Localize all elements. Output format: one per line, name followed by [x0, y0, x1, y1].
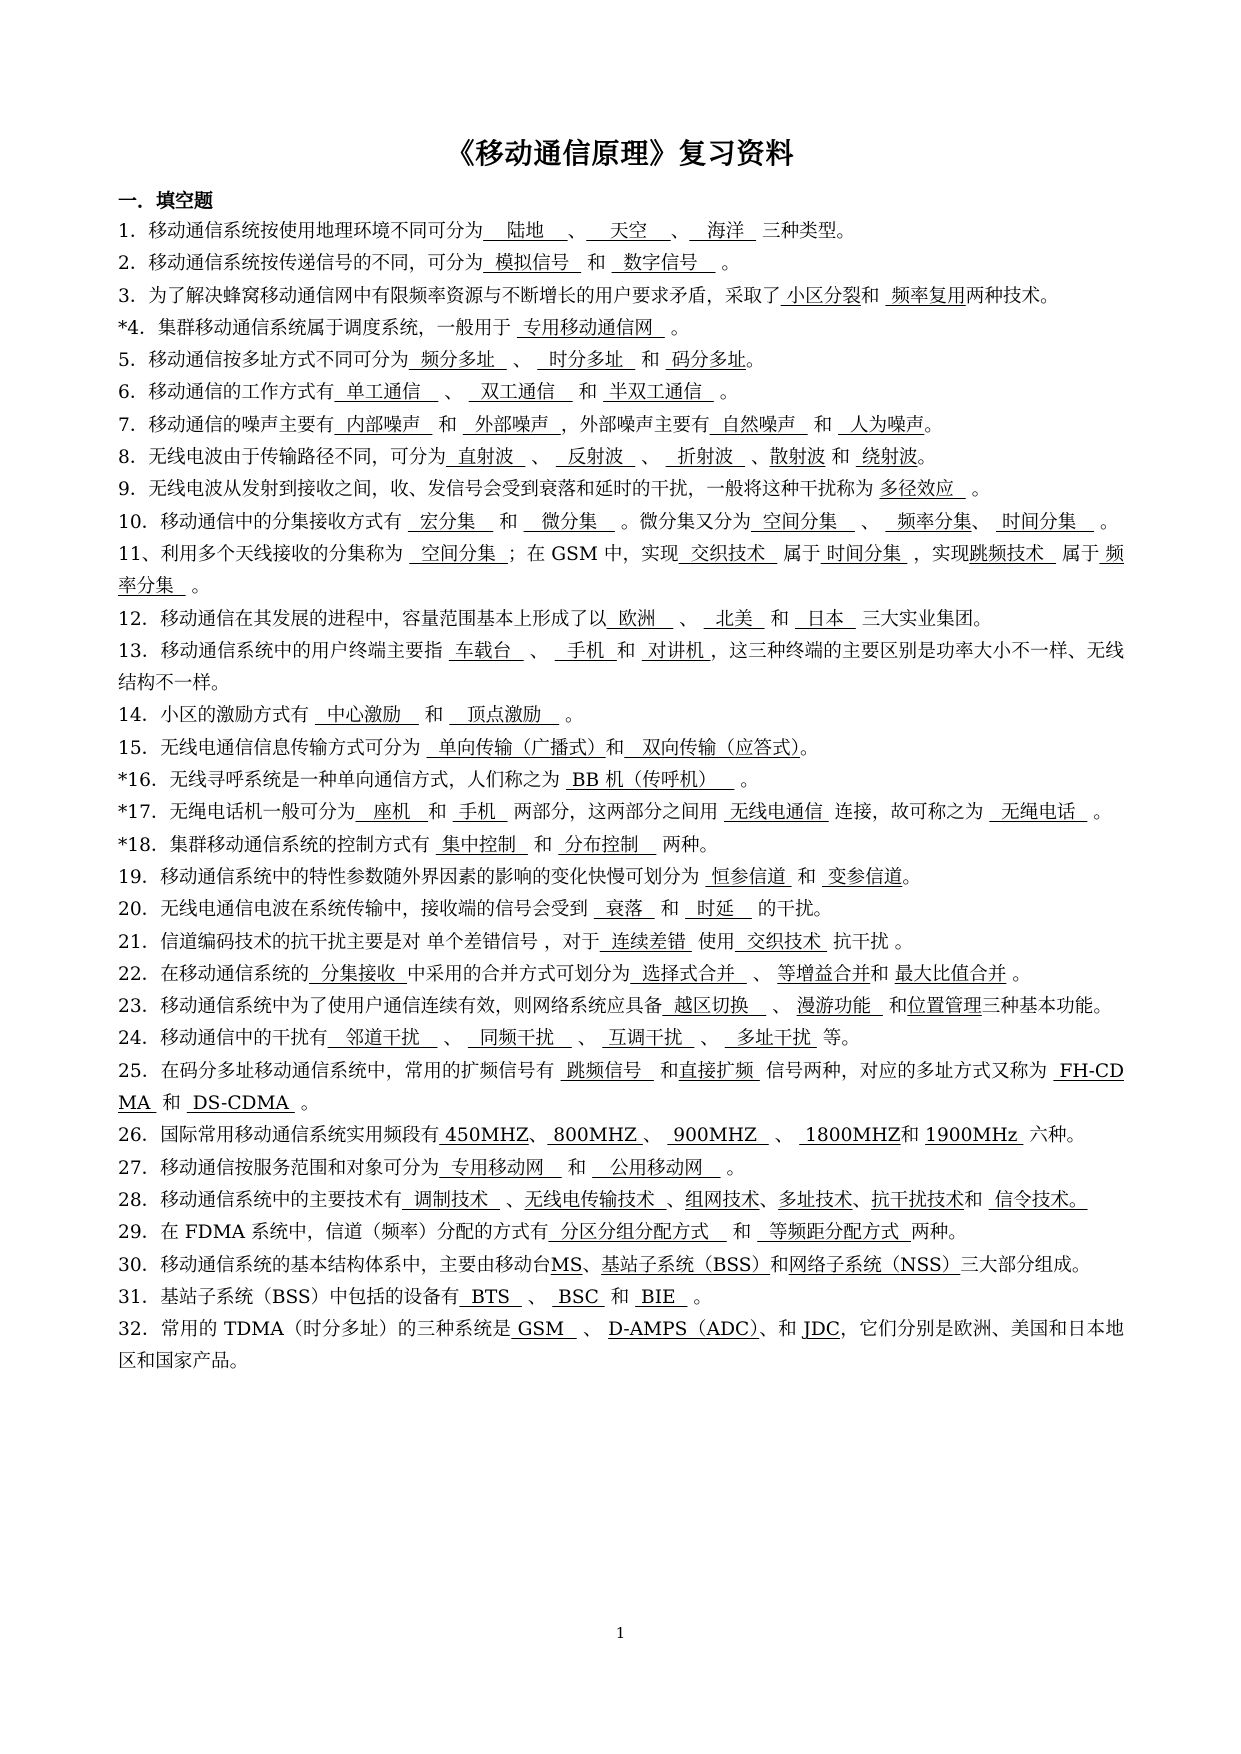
answer-blank: 等增益合并 — [777, 963, 871, 985]
answer-blank: 座机 — [355, 802, 429, 824]
question-text: 、 — [571, 1028, 603, 1050]
answer-blank: 半双工通信 — [603, 382, 714, 404]
question-text: 、 — [582, 1254, 602, 1276]
question-text: *16．无线寻呼系统是一种单向通信方式，人们称之为 — [118, 770, 566, 792]
question-item — [118, 927, 1124, 959]
question-text: 和 — [581, 253, 612, 275]
answer-blank: 漫游功能 — [796, 996, 883, 1018]
question-text: 、 — [438, 382, 469, 404]
answer-blank: 码分多址 — [665, 350, 746, 372]
question-text: 29．在 FDMA 系统中，信道（频率）分配的方式有 — [118, 1222, 549, 1244]
question-text: 、 — [521, 1286, 553, 1308]
question-text: 、 — [759, 1189, 779, 1211]
answer-blank: 变参信道 — [822, 866, 903, 888]
question-text: ，外部噪声主要有 — [560, 414, 710, 436]
answer-blank: 连续差错 — [599, 931, 692, 953]
question-text: 、 — [437, 1028, 468, 1050]
question-item — [118, 1217, 1124, 1249]
question-text: 和 — [432, 414, 463, 436]
question-text: 3．为了解决蜂窝移动通信网中有限频率资源与不断增长的用户要求矛盾，采取了 — [118, 285, 781, 307]
answer-blank: 450MHZ — [439, 1125, 529, 1147]
answer-blank: 选择式合并 — [630, 963, 747, 985]
answer-blank: 公用移动网 — [592, 1157, 721, 1179]
question-text: 、 — [694, 1028, 725, 1050]
question-text: 、 — [506, 350, 538, 372]
question-item — [118, 1282, 1124, 1314]
answer-blank: 频率复用 — [885, 285, 966, 307]
question-item — [118, 1023, 1124, 1055]
question-text: 。 — [734, 770, 759, 792]
question-text: 和 — [870, 963, 895, 985]
question-item — [118, 539, 1124, 604]
answer-blank: 陆地 — [483, 221, 568, 242]
question-text: 。 — [1087, 802, 1112, 824]
question-text: 28．移动通信系统中的主要技术有 — [118, 1189, 402, 1211]
question-text: 、 — [745, 447, 770, 469]
question-text: 。 — [715, 253, 741, 275]
answer-blank: 组网技术 — [685, 1189, 760, 1211]
question-text: 27．移动通信按服务范围和对象可分为 — [118, 1157, 440, 1179]
answer-blank: 散射波 — [769, 447, 826, 469]
answer-blank: 分集接收 — [309, 963, 408, 985]
answer-blank: 分布控制 — [558, 834, 657, 856]
question-text: 和 — [726, 1222, 758, 1244]
question-text: 13．移动通信系统中的用户终端主要指 — [118, 640, 449, 662]
question-text: 、和 — [759, 1319, 804, 1341]
answer-blank: 手机 — [554, 640, 617, 662]
question-item — [118, 474, 1124, 506]
question-text: 23．移动通信系统中为了使用户通信连续有效，则网络系统应具备 — [118, 996, 663, 1018]
question-text: 20．无线电通信电波在系统传输中，接收端的信号会受到 — [118, 899, 594, 921]
answer-blank: BSC — [552, 1286, 605, 1308]
answer-blank: 单向传输（广播式） — [426, 737, 606, 759]
answer-blank: 小区分裂 — [780, 285, 861, 307]
question-text: 7．移动通信的噪声主要有 — [118, 414, 335, 436]
question-item — [118, 1250, 1124, 1282]
question-text: 等。 — [816, 1028, 860, 1050]
answer-blank: 海洋 — [689, 221, 757, 242]
question-text: 使用 — [691, 931, 735, 953]
question-text: 和 — [653, 1060, 679, 1082]
question-text: 31．基站子系统（BSS）中包括的设备有 — [118, 1286, 460, 1308]
question-text: 和 — [791, 866, 823, 888]
question-text: 、 — [766, 996, 797, 1018]
answer-blank: 网络子系统（NSS） — [788, 1254, 961, 1276]
answer-blank: 800MHZ — [547, 1125, 643, 1147]
question-text: 和 — [418, 705, 450, 727]
question-item — [118, 313, 1124, 345]
question-text: 。 — [745, 350, 765, 372]
question-item — [118, 281, 1124, 313]
question-item — [118, 894, 1124, 926]
answer-blank: 频率分集 — [885, 511, 972, 533]
answer-blank: 无线电传输技术 — [524, 1189, 667, 1211]
answer-blank: 自然噪声 — [709, 414, 808, 436]
answer-blank: 跳频技术 — [969, 543, 1057, 565]
question-item — [118, 959, 1124, 991]
question-text: 和 — [635, 350, 666, 372]
answer-blank: 反射波 — [555, 447, 636, 469]
question-text: *17．无绳电话机一般可分为 — [118, 802, 356, 824]
answer-blank: 基站子系统（BSS） — [601, 1254, 771, 1276]
answer-blank: JDC — [803, 1319, 840, 1341]
answer-blank: 交织技术 — [678, 543, 778, 565]
answer-blank: 频分多址 — [408, 350, 507, 372]
answer-blank: 宏分集 — [407, 511, 494, 533]
answer-blank: 车载台 — [448, 640, 524, 662]
question-item — [118, 700, 1124, 732]
question-item — [118, 216, 1124, 248]
question-text: 、 — [746, 963, 778, 985]
answer-blank: 北美 — [703, 608, 765, 630]
question-text: 两部分，这两部分之间用 — [507, 802, 724, 824]
question-item — [118, 733, 1124, 765]
question-text: 和 — [860, 285, 886, 307]
question-item — [118, 604, 1124, 636]
page-number: 1 — [615, 1624, 626, 1642]
question-text: 、 — [635, 447, 666, 469]
answer-blank: DS-CDMA — [186, 1093, 295, 1115]
answer-blank: 双工通信 — [468, 382, 573, 404]
answer-blank: 位置管理 — [907, 996, 982, 1018]
answer-blank: 调制技术 — [401, 1189, 501, 1211]
question-text: 两种技术。 — [965, 285, 1059, 307]
question-text: 、 — [567, 221, 587, 242]
answer-blank: 折射波 — [665, 447, 746, 469]
question-text: 24．移动通信中的干扰有 — [118, 1028, 328, 1050]
question-text: 中采用的合并方式可划分为 — [407, 963, 631, 985]
answer-blank: 多径效应 — [879, 479, 966, 501]
question-text: 。 — [713, 382, 739, 404]
answer-blank: 1800MHZ — [799, 1125, 901, 1147]
question-text: 、 — [971, 511, 997, 533]
question-text: 。 — [800, 737, 819, 759]
question-text: 。 — [1006, 963, 1031, 985]
answer-blank: 分区分组分配方式 — [548, 1222, 727, 1244]
question-text: 和 — [616, 640, 642, 662]
question-text: *4．集群移动通信系统属于调度系统，一般用于 — [118, 317, 517, 339]
answer-blank: 日本 — [794, 608, 856, 630]
answer-blank: 空间分集 — [409, 543, 508, 565]
answer-blank: 衰落 — [593, 899, 655, 921]
question-item — [118, 1314, 1124, 1379]
question-text: 和 — [654, 899, 686, 921]
question-text: 22．在移动通信系统的 — [118, 963, 310, 985]
question-text: 。 — [687, 1286, 712, 1308]
question-text: ，这三种终端的主要区别是功率大小不一样、无线结构不一样。 — [118, 640, 1124, 695]
question-text: 六种。 — [1023, 1125, 1086, 1147]
answer-blank: 顶点激励 — [449, 705, 560, 727]
question-text: 、 — [666, 1189, 686, 1211]
question-item — [118, 377, 1124, 409]
answer-blank: 内部噪声 — [334, 414, 433, 436]
question-text: 。 — [924, 414, 943, 436]
question-text: 三种基本功能。 — [981, 996, 1112, 1018]
question-text: 和 — [900, 1125, 926, 1147]
answer-blank: 模拟信号 — [483, 253, 582, 275]
question-text: 。 — [917, 447, 937, 469]
answer-blank: 双向传输（应答式） — [624, 737, 801, 759]
question-text: 、 — [673, 608, 704, 630]
question-text: 属于 — [777, 543, 821, 565]
question-item — [118, 1056, 1124, 1121]
answer-blank: MS — [550, 1254, 583, 1276]
answer-blank: 抗干扰技术 — [871, 1189, 965, 1211]
question-text: 10．移动通信中的分集接收方式有 — [118, 511, 408, 533]
answer-blank: 无绳电话 — [989, 802, 1088, 824]
question-text: 。 — [294, 1093, 320, 1115]
question-text: 和 — [825, 447, 856, 469]
question-text: 。 — [1094, 511, 1119, 533]
question-text: 两种。 — [656, 834, 719, 856]
question-text: 8．无线电波由于传输路径不同，可分为 — [118, 447, 446, 469]
answer-blank: GSM — [511, 1319, 577, 1341]
question-item — [118, 1153, 1124, 1185]
question-text: 和 — [527, 834, 559, 856]
answer-blank: 中心激励 — [314, 705, 419, 727]
answer-blank: 频率分集 — [118, 543, 1125, 598]
answer-blank: 邻道干扰 — [327, 1028, 438, 1050]
answer-blank: BB 机（传呼机） — [565, 770, 735, 792]
answer-blank: 欧洲 — [606, 608, 674, 630]
answer-blank: 恒参信道 — [705, 866, 792, 888]
question-item — [118, 765, 1124, 797]
question-text: 连接，故可称之为 — [828, 802, 990, 824]
answer-blank: 等频距分配方式 — [757, 1222, 911, 1244]
question-text: 和 — [882, 996, 908, 1018]
document-title: 《移动通信原理》复习资料 — [446, 137, 795, 170]
question-text: 信号两种，对应的多址方式又称为 — [759, 1060, 1054, 1082]
question-text: 。 — [965, 479, 991, 501]
answer-blank: 专用移动网 — [439, 1157, 562, 1179]
answer-blank: 时延 — [685, 899, 752, 921]
answer-blank: 外部噪声 — [462, 414, 561, 436]
answer-blank: 数字信号 — [611, 253, 716, 275]
answer-blank: 直接扩频 — [678, 1060, 760, 1082]
question-text: 、 — [852, 1189, 872, 1211]
question-text: 属于 — [1056, 543, 1100, 565]
answer-blank: 多址干扰 — [724, 1028, 817, 1050]
answer-blank: 绕射波 — [855, 447, 918, 469]
question-text: 9．无线电波从发射到接收之间，收、发信号会受到衰落和延时的干扰，一般将这种干扰称为 — [118, 479, 880, 501]
question-text: 5．移动通信按多址方式不同可分为 — [118, 350, 409, 372]
answer-blank: 信令技术。 — [988, 1189, 1088, 1211]
answer-blank: 时间分集 — [820, 543, 908, 565]
answer-blank: 天空 — [586, 221, 671, 242]
question-text: 、 — [768, 1125, 800, 1147]
answer-blank: 跳频信号 — [560, 1060, 654, 1082]
answer-blank: 直射波 — [445, 447, 526, 469]
question-text: 和 — [156, 1093, 187, 1115]
question-text: 32．常用的 TDMA（时分多址）的三种系统是 — [118, 1319, 512, 1341]
answer-blank: 越区切换 — [662, 996, 767, 1018]
question-text: 。 — [902, 866, 921, 888]
question-text: 26．国际常用移动通信系统实用频段有 — [118, 1125, 440, 1147]
question-text: 三种类型。 — [756, 221, 855, 242]
question-text: 2．移动通信系统按传递信号的不同，可分为 — [118, 253, 484, 275]
question-text: 两种。 — [911, 1222, 967, 1244]
question-text: 1．移动通信系统按使用地理环境不同可分为 — [118, 221, 484, 242]
question-text: 、 — [525, 447, 556, 469]
question-text: 12．移动通信在其发展的进程中，容量范围基本上形成了以 — [118, 608, 607, 630]
question-text: 。 — [720, 1157, 746, 1179]
question-item — [118, 862, 1124, 894]
question-text: 11、利用多个天线接收的分集称为 — [118, 543, 410, 565]
question-text: 、 — [500, 1189, 525, 1211]
question-text: 15．无线电通信信息传输方式可分为 — [118, 737, 427, 759]
question-text: 、 — [523, 640, 555, 662]
question-item — [118, 507, 1124, 539]
question-text: 和 — [561, 1157, 593, 1179]
answer-blank: 无线电通信 — [723, 802, 829, 824]
question-text: 和 — [428, 802, 453, 824]
answer-blank: 900MHZ — [667, 1125, 769, 1147]
question-text: 。微分集又分为 — [614, 511, 751, 533]
question-text: 。 — [559, 705, 584, 727]
answer-blank: 同频干扰 — [467, 1028, 572, 1050]
question-text: *18．集群移动通信系统的控制方式有 — [118, 834, 436, 856]
question-item — [118, 410, 1124, 442]
answer-blank: 多址技术 — [778, 1189, 853, 1211]
question-text: 和 — [770, 1254, 789, 1276]
question-text: 14．小区的激励方式有 — [118, 705, 315, 727]
answer-blank: FH-CDMA — [118, 1060, 1124, 1115]
question-text: 的干扰。 — [751, 899, 833, 921]
answer-blank: 交织技术 — [734, 931, 828, 953]
question-item — [118, 636, 1124, 701]
question-text: 和 — [807, 414, 839, 436]
question-item — [118, 991, 1124, 1023]
question-item — [118, 345, 1124, 377]
question-item — [118, 797, 1124, 829]
answer-blank: 专用移动通信网 — [516, 317, 665, 339]
question-text: 和 — [764, 608, 795, 630]
answer-blank: 微分集 — [523, 511, 615, 533]
question-item — [118, 1120, 1124, 1152]
question-text: ；在 GSM 中，实现 — [507, 543, 679, 565]
question-text: ，实现 — [907, 543, 970, 565]
answer-blank: 1900MHz — [925, 1125, 1024, 1147]
answer-blank: 时分多址 — [537, 350, 636, 372]
question-item — [118, 830, 1124, 862]
answer-blank: 手机 — [452, 802, 508, 824]
question-text: 和 — [572, 382, 604, 404]
question-text: 和 — [493, 511, 524, 533]
question-text: 25．在码分多址移动通信系统中，常用的扩频信号有 — [118, 1060, 561, 1082]
question-text: 21．信道编码技术的抗干扰主要是对 单个差错信号 ，对于 — [118, 931, 600, 953]
question-text: 和 — [964, 1189, 989, 1211]
question-item — [118, 1185, 1124, 1217]
answer-blank: BTS — [459, 1286, 522, 1308]
answer-blank: 集中控制 — [435, 834, 528, 856]
section-heading: 一．填空题 — [118, 190, 214, 212]
question-text: 、 — [528, 1125, 548, 1147]
answer-blank: 单工通信 — [334, 382, 439, 404]
question-item — [118, 248, 1124, 280]
question-text: 三大实业集团。 — [855, 608, 992, 630]
question-text: 抗干扰 。 — [827, 931, 914, 953]
question-text: 和 — [604, 1286, 636, 1308]
question-item — [118, 442, 1124, 474]
question-text: 和 — [605, 737, 625, 759]
answer-blank: D-AMPS（ADC） — [608, 1319, 760, 1341]
answer-blank: 人为噪声 — [838, 414, 925, 436]
question-text: 、 — [670, 221, 690, 242]
answer-blank: 对讲机 — [641, 640, 711, 662]
question-text: 。 — [185, 576, 211, 598]
answer-blank: BIE — [635, 1286, 688, 1308]
question-text: 、 — [854, 511, 886, 533]
question-text: 6．移动通信的工作方式有 — [118, 382, 335, 404]
question-text: 三大部分组成。 — [960, 1254, 1091, 1276]
question-text: 、 — [642, 1125, 668, 1147]
question-text: 30．移动通信系统的基本结构体系中，主要由移动台 — [118, 1254, 551, 1276]
answer-blank: 最大比值合并 — [894, 963, 1007, 985]
question-text: ，它们分别是欧洲、美国和日本地区和国家产品。 — [118, 1319, 1124, 1373]
question-text: 。 — [664, 317, 690, 339]
answer-blank: 时间分集 — [996, 511, 1095, 533]
question-text: 、 — [576, 1319, 609, 1341]
question-list — [118, 216, 1124, 1379]
answer-blank: 互调干扰 — [602, 1028, 695, 1050]
question-text: 19．移动通信系统中的特性参数随外界因素的影响的变化快慢可划分为 — [118, 866, 706, 888]
answer-blank: 空间分集 — [750, 511, 855, 533]
